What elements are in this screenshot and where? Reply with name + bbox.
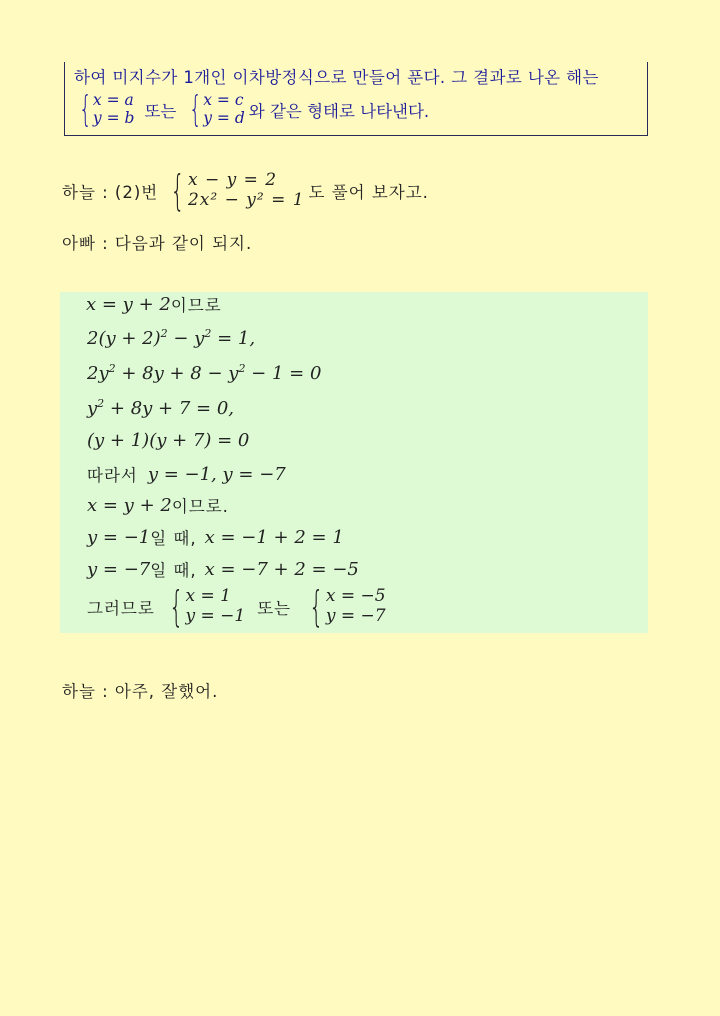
solution-line-2: $2(y + 2)^2 - y^2 = 1$, xyxy=(87,327,256,349)
solution-line-9: y = −7 일 때, x = −7 + 2 = −5 xyxy=(87,558,359,580)
definition-line-1: 하여 미지수가 1개인 이차방정식으로 만들어 푼다. 그 결과로 나온 해는 xyxy=(74,68,599,87)
system-ab: x = a y = b xyxy=(92,91,135,127)
solution-system-2: x = −5 y = −7 xyxy=(325,586,386,626)
or-text: 또는 xyxy=(144,102,177,121)
equation-system: x − y = 2 2x² − y² = 1 xyxy=(187,170,305,210)
solution-line-5: (y + 1)(y + 7) = 0 xyxy=(87,430,250,451)
solution-line-8: y = −1 일 때, x = −1 + 2 = 1 xyxy=(87,526,344,548)
solution-line-4: $y^2 + 8y + 7 = 0$, xyxy=(87,397,234,419)
solution-system-1: x = 1 y = −1 xyxy=(185,586,246,626)
solution-line-10: 그러므로 { x = 1 y = −1 또는 { x = −5 y = −7 xyxy=(87,582,386,631)
dialog-sky-2: 하늘 : 아주, 잘했어. xyxy=(62,682,219,701)
solution-line-3: $2y^2 + 8y + 8 - y^2 - 1 = 0$ xyxy=(87,362,322,384)
brace-icon: { xyxy=(309,582,324,631)
brace-icon: { xyxy=(170,166,186,215)
dialog-sky-1: 하늘 : (2)번 { x − y = 2 2x² − y² = 1 도 풀어 보자고. xyxy=(62,166,429,215)
definition-tail: 와 같은 형태로 나타낸다. xyxy=(248,102,430,121)
solution-line-1: x = y + 2 이므로 xyxy=(86,293,222,315)
brace-icon: { xyxy=(168,582,184,631)
brace-icon: { xyxy=(189,89,203,130)
definition-box xyxy=(64,62,648,136)
solution-line-6: 따라서 y = −1, y = −7 xyxy=(87,463,286,485)
brace-icon: { xyxy=(79,89,92,130)
dialog-dad: 아빠 : 다음과 같이 되지. xyxy=(62,234,253,253)
solution-line-7: x = y + 2 이므로. xyxy=(87,494,229,516)
definition-line-2 xyxy=(74,90,429,130)
system-cd: x = c y = d xyxy=(203,91,245,127)
solution-box xyxy=(60,292,648,633)
